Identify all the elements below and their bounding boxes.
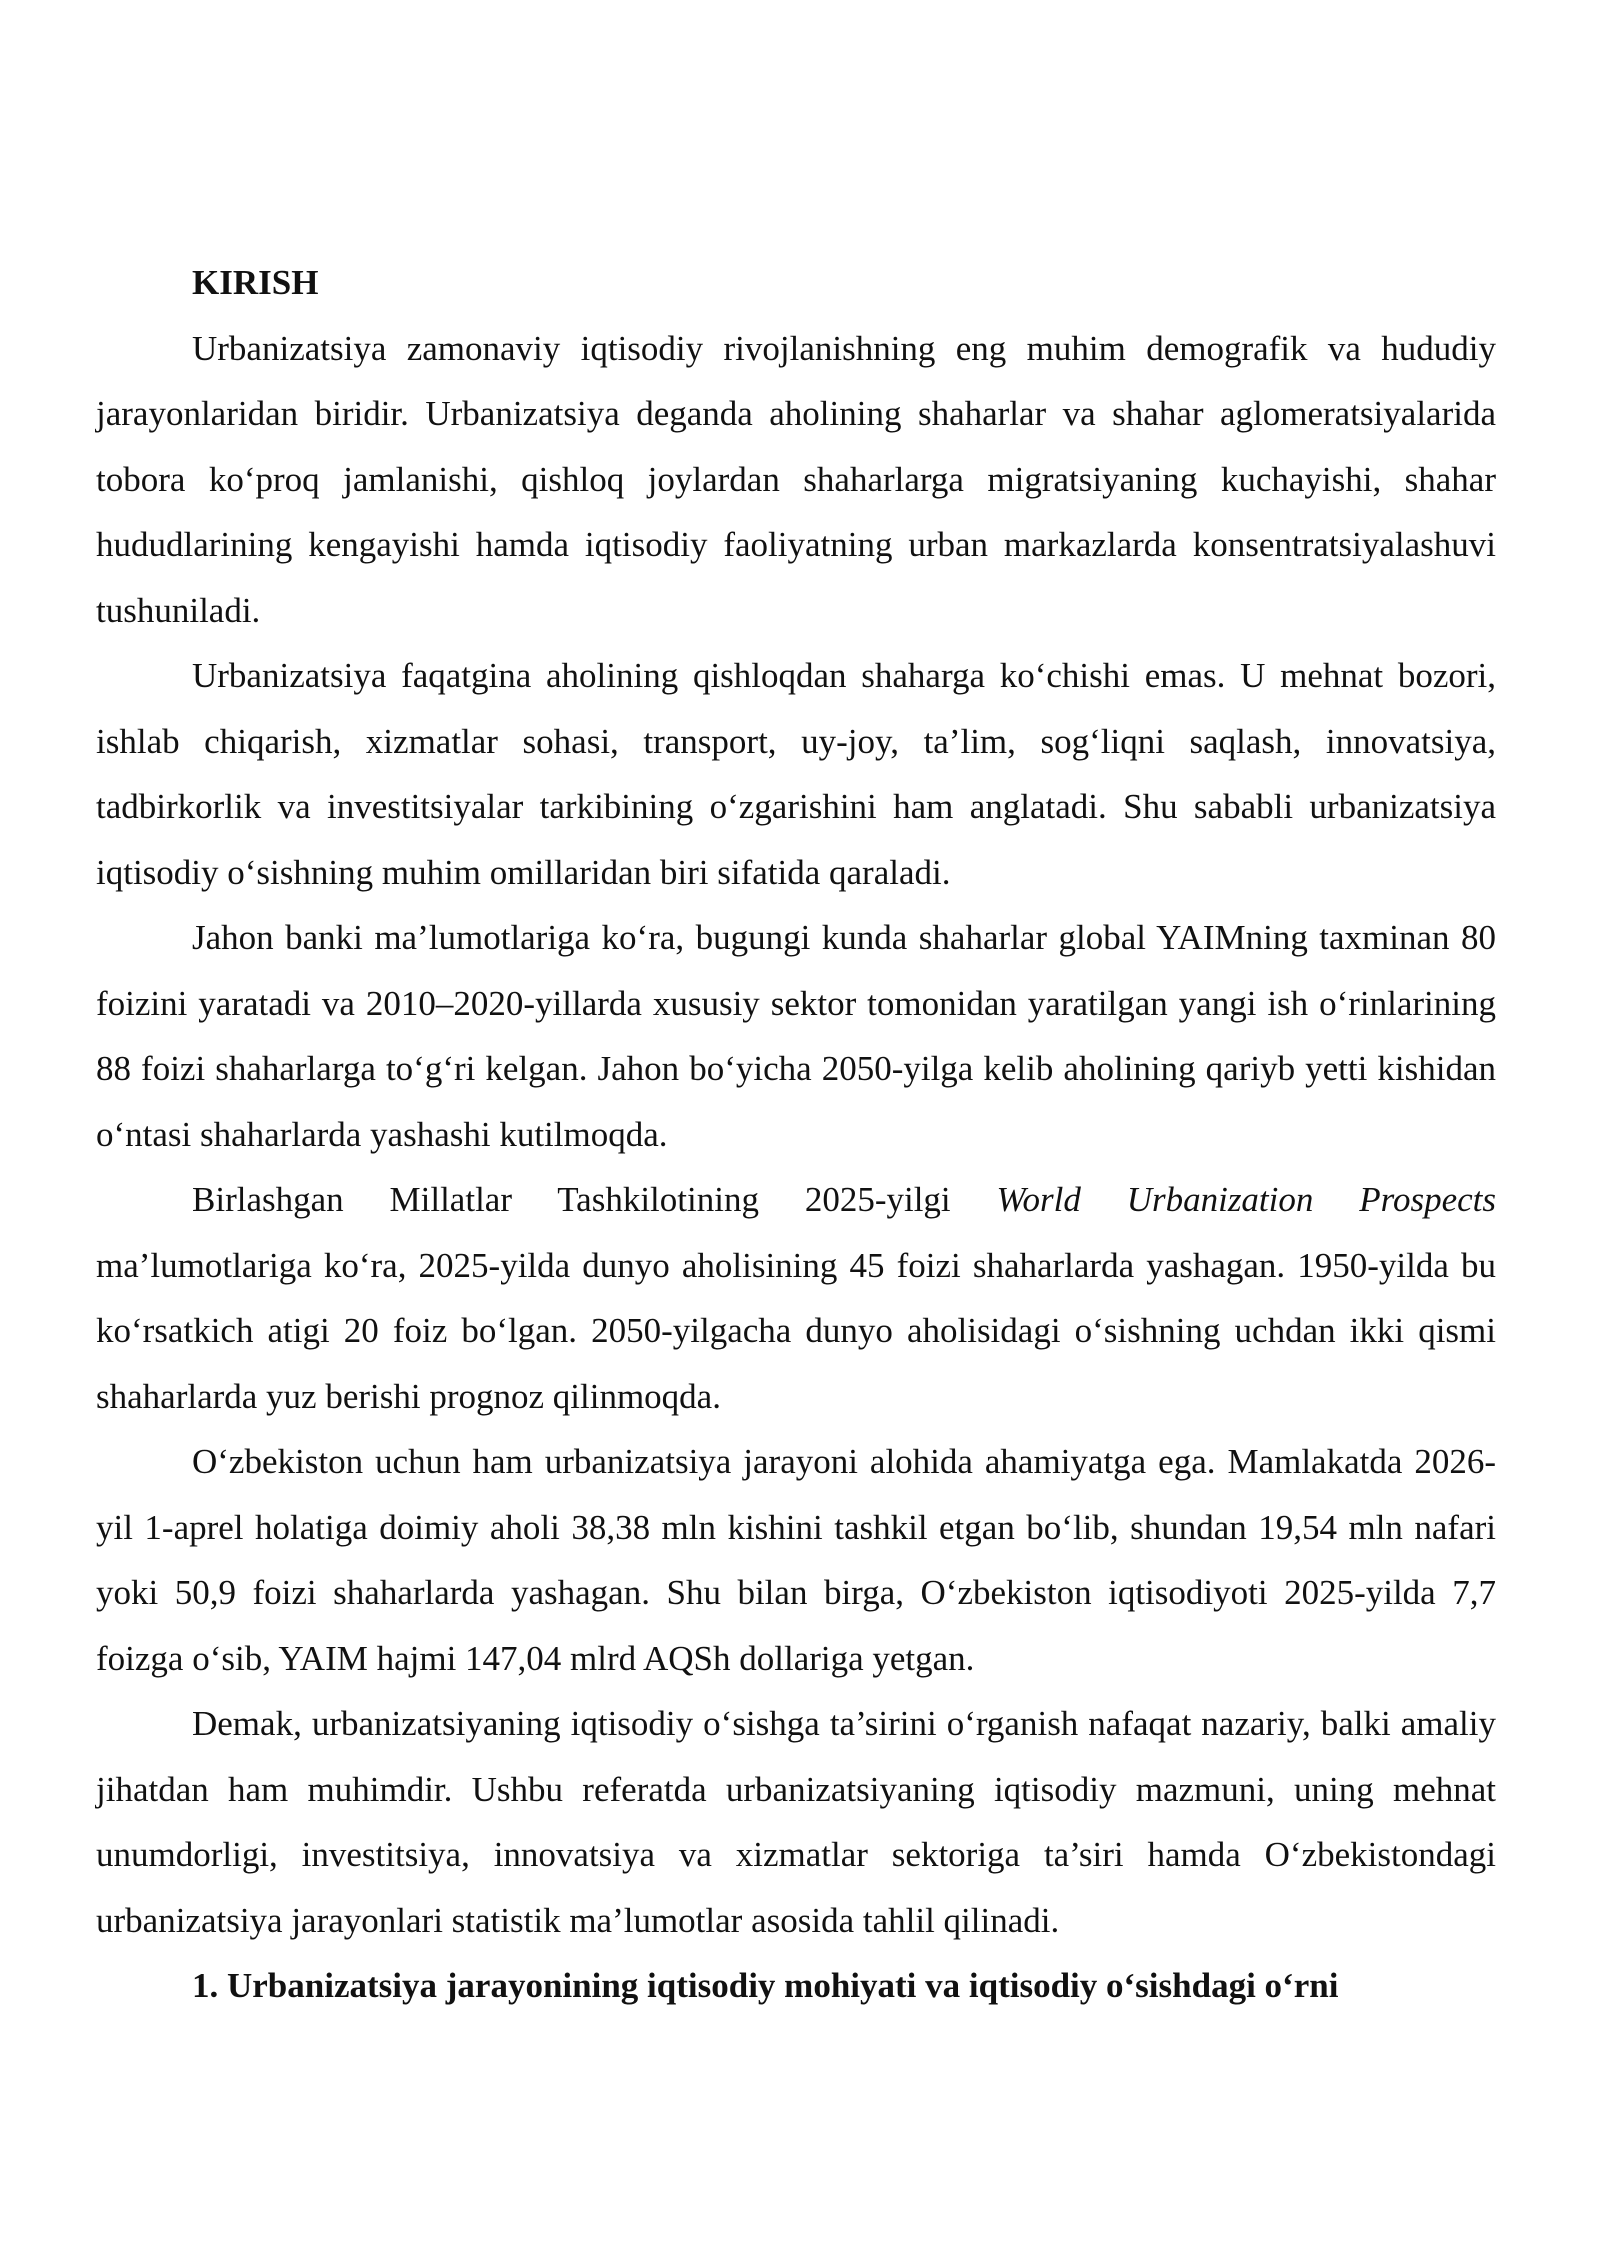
section-heading: 1. Urbanizatsiya jarayonining iqtisodiy mohiyati va iqtisodiy o‘sishdagi o‘rni: [192, 1966, 1339, 2005]
paragraph-world-bank: Jahon banki ma’lumotlariga ko‘ra, bugungi kunda shaharlar global YAIMning taxminan 80 foizini yaratadi va 2010–2020-yillarda xususiy sektor tomonidan yaratilgan yangi ish o‘rinlarining 88 foizi shaharlarga to‘g‘ri kelgan. Jahon bo‘yicha 2050-yilga kelib aholining qariyb yetti kishidan o‘ntasi shaharlarda yashashi kutilmoqda.: [96, 918, 1496, 1154]
paragraph-uzbekistan: O‘zbekiston uchun ham urbanizatsiya jarayoni alohida ahamiyatga ega. Mamlakatda 2026-yil 1-aprel holatiga doimiy aholi 38,38 mln kishini tashkil etgan bo‘lib, shundan 19,54 mln nafari yoki 50,9 foizi shaharlarda yashagan. Shu bilan birga, O‘zbekiston iqtisodiyoti 2025-yilda 7,7 foizga o‘sib, YAIM hajmi 147,04 mlrd AQSh dollariga yetgan.: [96, 1442, 1496, 1678]
paragraph-un-after: ma’lumotlariga ko‘ra, 2025-yilda dunyo aholisining 45 foizi shaharlarda yashagan. 1950-yilda bu ko‘rsatkich atigi 20 foiz bo‘lgan. 2050-yilgacha dunyo aholisidagi o‘sishning uchdan ikki qismi shaharlarda yuz berishi prognoz qilinmoqda.: [96, 1245, 1496, 1416]
document-page: [96, 250, 1496, 2019]
paragraph-definition: Urbanizatsiya zamonaviy iqtisodiy rivojlanishning eng muhim demografik va hududiy jarayonlaridan biridir. Urbanizatsiya deganda aholining shaharlar va shahar aglomeratsiyalarida tobora ko‘proq jamlanishi, qishloq joylardan shaharlarga migratsiyaning kuchayishi, shahar hududlarining kengayishi hamda iqtisodiy faoliyatning urban markazlarda konsentratsiyalashuvi tushuniladi.: [96, 328, 1496, 630]
publication-title: World Urbanization Prospects: [996, 1180, 1496, 1219]
paragraph-un-before: Birlashgan Millatlar Tashkilotining 2025-yilgi: [192, 1180, 997, 1219]
paragraph-conclusion: Demak, urbanizatsiyaning iqtisodiy o‘sishga ta’sirini o‘rganish nafaqat nazariy, balki amaliy jihatdan ham muhimdir. Ushbu referatda urbanizatsiyaning iqtisodiy mazmuni, uning mehnat unumdorligi, investitsiya, innovatsiya va xizmatlar sektoriga ta’siri hamda O‘zbekistondagi urbanizatsiya jarayonlari statistik ma’lumotlar asosida tahlil qilinadi.: [96, 1704, 1496, 1940]
paragraph-scope: Urbanizatsiya faqatgina aholining qishloqdan shaharga ko‘chishi emas. U mehnat bozori, ishlab chiqarish, xizmatlar sohasi, transport, uy-joy, ta’lim, sog‘liqni saqlash, innovatsiya, tadbirkorlik va investitsiyalar tarkibining o‘zgarishini ham anglatadi. Shu sababli urbanizatsiya iqtisodiy o‘sishning muhim omillaridan biri sifatida qaraladi.: [96, 656, 1496, 892]
paragraph-un-prospects: [96, 1167, 1496, 1429]
intro-heading: KIRISH: [192, 263, 319, 302]
